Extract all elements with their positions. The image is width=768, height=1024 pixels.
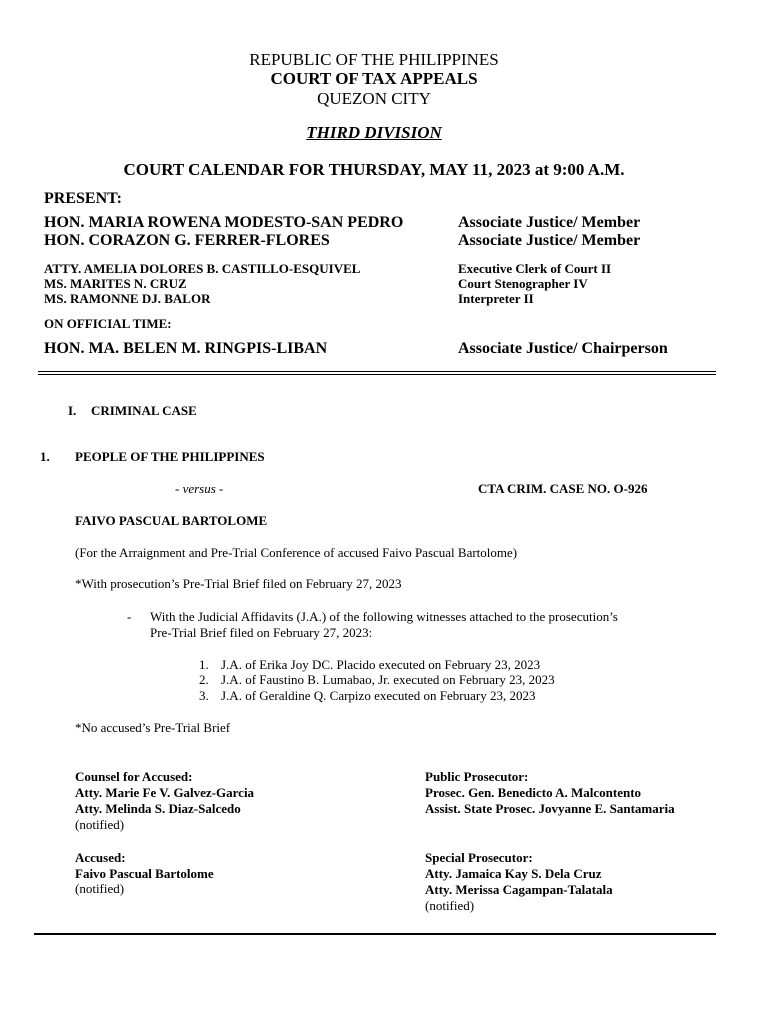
public-prosecutor-name: Assist. State Prosec. Jovyanne E. Santamaria bbox=[425, 801, 675, 816]
present-label: PRESENT: bbox=[44, 190, 122, 207]
staff-name: MS. MARITES N. CRUZ bbox=[44, 276, 187, 291]
special-prosecutor-notified: (notified) bbox=[425, 898, 475, 913]
section-title: CRIMINAL CASE bbox=[91, 403, 197, 418]
staff-role: Interpreter II bbox=[458, 291, 534, 306]
staff-role: Court Stenographer IV bbox=[458, 276, 588, 291]
accused-notified: (notified) bbox=[75, 881, 125, 896]
counsel-name: Atty. Melinda S. Diaz-Salcedo bbox=[75, 801, 241, 816]
court-name: COURT OF TAX APPEALS bbox=[270, 69, 478, 88]
justice-role: Associate Justice/ Member bbox=[458, 214, 641, 231]
public-prosecutor-name: Prosec. Gen. Benedicto A. Malcontento bbox=[425, 785, 642, 800]
staff-role: Executive Clerk of Court II bbox=[458, 261, 612, 276]
case-accused: FAIVO PASCUAL BARTOLOME bbox=[75, 513, 268, 528]
official-time-label: ON OFFICIAL TIME: bbox=[44, 316, 172, 331]
affidavit-item: J.A. of Erika Joy DC. Placido executed on February 23, 2023 bbox=[221, 657, 541, 672]
staff-name: ATTY. AMELIA DOLORES B. CASTILLO-ESQUIVEL bbox=[44, 261, 361, 276]
staff-name: MS. RAMONNE DJ. BALOR bbox=[44, 291, 211, 306]
affidavits-intro: With the Judicial Affidavits (J.A.) of the following witnesses attached to the prosecution’s bbox=[150, 609, 618, 624]
affidavits-intro: Pre-Trial Brief filed on February 27, 2023: bbox=[150, 625, 373, 640]
special-prosecutor-name: Atty. Merissa Cagampan-Talatala bbox=[425, 882, 613, 897]
affidavit-number: 3. bbox=[199, 688, 209, 703]
public-prosecutor-label: Public Prosecutor: bbox=[425, 769, 529, 784]
header-divider bbox=[38, 374, 716, 375]
affidavit-number: 2. bbox=[199, 672, 209, 687]
calendar-title: COURT CALENDAR FOR THURSDAY, MAY 11, 2023 at 9:00 A.M. bbox=[123, 160, 625, 179]
chairperson-name: HON. MA. BELEN M. RINGPIS-LIBAN bbox=[44, 340, 328, 357]
case-plaintiff: PEOPLE OF THE PHILIPPINES bbox=[75, 449, 265, 464]
counsel-notified: (notified) bbox=[75, 817, 125, 832]
accused-label: Accused: bbox=[75, 850, 126, 865]
city-name: QUEZON CITY bbox=[317, 89, 431, 108]
no-accused-brief-note: *No accused’s Pre-Trial Brief bbox=[75, 720, 231, 735]
republic-heading: REPUBLIC OF THE PHILIPPINES bbox=[249, 50, 499, 69]
affidavit-item: J.A. of Faustino B. Lumabao, Jr. executed on February 23, 2023 bbox=[221, 672, 555, 687]
justice-name: HON. CORAZON G. FERRER-FLORES bbox=[44, 232, 330, 249]
counsel-name: Atty. Marie Fe V. Galvez-Garcia bbox=[75, 785, 255, 800]
special-prosecutor-label: Special Prosecutor: bbox=[425, 850, 533, 865]
case-number: 1. bbox=[40, 449, 50, 464]
accused-name: Faivo Pascual Bartolome bbox=[75, 866, 214, 881]
case-docket-number: CTA CRIM. CASE NO. O-926 bbox=[478, 481, 648, 496]
prosecution-brief-note: *With prosecution’s Pre-Trial Brief filed on February 27, 2023 bbox=[75, 576, 402, 591]
versus-label: - versus - bbox=[175, 481, 224, 496]
justice-name: HON. MARIA ROWENA MODESTO-SAN PEDRO bbox=[44, 214, 404, 231]
header-divider bbox=[38, 371, 716, 372]
case-purpose: (For the Arraignment and Pre-Trial Conference of accused Faivo Pascual Bartolome) bbox=[75, 545, 518, 560]
special-prosecutor-name: Atty. Jamaica Kay S. Dela Cruz bbox=[425, 866, 602, 881]
division-title: THIRD DIVISION bbox=[306, 123, 442, 142]
chairperson-role: Associate Justice/ Chairperson bbox=[458, 340, 668, 357]
counsel-label: Counsel for Accused: bbox=[75, 769, 193, 784]
bullet-dash: - bbox=[127, 609, 132, 624]
section-numeral: I. bbox=[68, 403, 77, 418]
affidavit-number: 1. bbox=[199, 657, 209, 672]
footer-divider bbox=[34, 933, 716, 935]
affidavit-item: J.A. of Geraldine Q. Carpizo executed on February 23, 2023 bbox=[221, 688, 536, 703]
justice-role: Associate Justice/ Member bbox=[458, 232, 641, 249]
